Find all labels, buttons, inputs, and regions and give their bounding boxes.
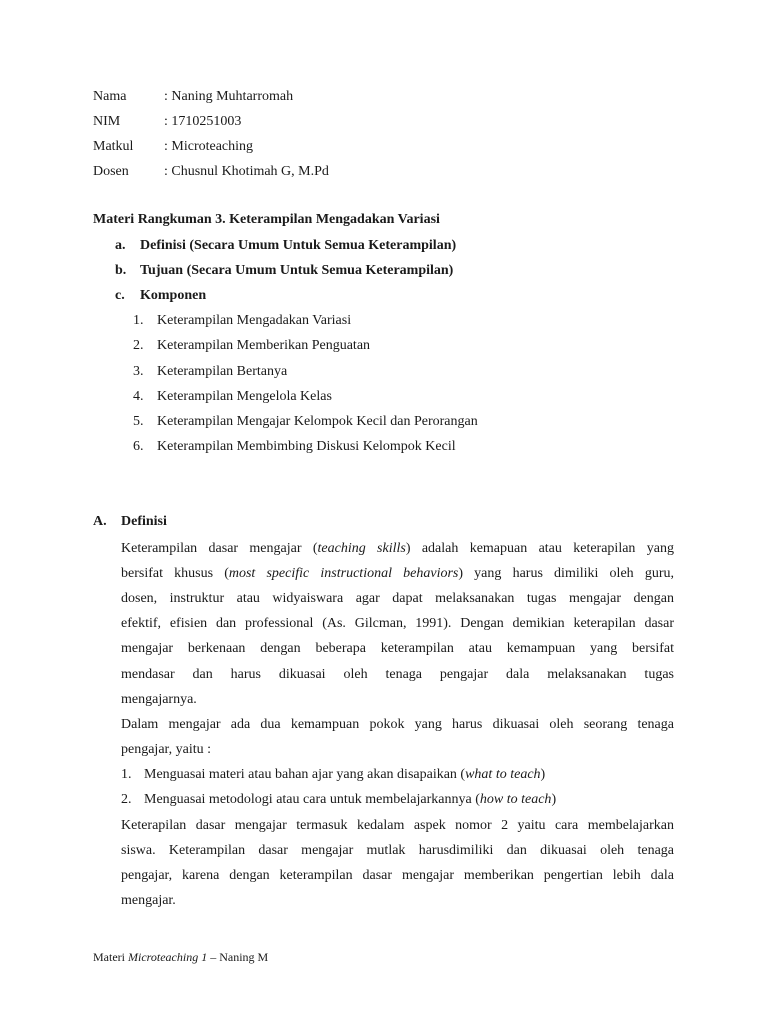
list-marker: c.: [115, 288, 125, 303]
sub-item-definisi: [115, 238, 456, 254]
sub-item-text: Definisi (Secara Umum Untuk Semua Keterampilan): [140, 238, 457, 253]
komponen-item: [133, 439, 456, 455]
list-marker: 3.: [133, 364, 144, 379]
text-run: ) yang harus dimiliki oleh guru,: [458, 566, 674, 581]
komponen-text: Keterampilan Mengajar Kelompok Kecil dan Perorangan: [157, 414, 478, 429]
text-run: Keterampilan dasar mengajar (: [121, 541, 318, 556]
footer-italic: Microteaching 1: [128, 950, 208, 964]
paragraph-line: pengajar, yaitu :: [121, 742, 212, 757]
info-value: : Microteaching: [164, 139, 253, 154]
komponen-item: [133, 338, 370, 354]
page-footer: [93, 950, 268, 965]
info-row-matkul: [93, 138, 253, 156]
info-row-nim: [93, 113, 241, 131]
list-marker: 6.: [133, 439, 144, 454]
paragraph-line: Keterapilan dasar mengajar termasuk kedalam aspek nomor 2 yaitu cara membelajarkan: [121, 818, 674, 833]
info-row-nama: [93, 88, 293, 106]
paragraph-line: mengajar berkenaan dengan beberapa keterampilan atau kemampuan yang bersifat: [121, 641, 674, 656]
komponen-item: [133, 313, 351, 329]
list-marker: 1.: [133, 313, 144, 328]
sub-item-tujuan: [115, 263, 453, 279]
footer-suffix: – Naning M: [207, 950, 269, 964]
italic-term: teaching skills: [317, 541, 406, 556]
footer-prefix: Materi: [93, 950, 128, 964]
list-marker: 2.: [133, 338, 144, 353]
komponen-text: Keterampilan Bertanya: [157, 364, 288, 379]
text-run: bersifat khusus (: [121, 566, 229, 581]
komponen-text: Keterampilan Mengadakan Variasi: [157, 313, 352, 328]
info-value: : 1710251003: [164, 114, 241, 129]
text-run: Menguasai metodologi atau cara untuk membelajarkannya (: [144, 792, 480, 807]
komponen-item: [133, 414, 478, 430]
paragraph-line: efektif, efisien dan professional (As. Gilcman, 1991). Dengan demikian keterapilan dasar: [121, 616, 674, 631]
italic-term: how to teach: [479, 792, 552, 807]
text-run: Menguasai materi atau bahan ajar yang akan disapaikan (: [144, 767, 466, 782]
paragraph-line: dosen, instruktur atau widyaiswara agar dapat melaksanakan tugas mengajar dengan: [121, 591, 674, 606]
info-key: Nama: [93, 89, 127, 104]
info-key: NIM: [93, 114, 121, 129]
paragraph-line: mendasar dan harus dikuasai oleh tenaga pengajar dala melaksanakan tugas: [121, 667, 674, 682]
komponen-item: [133, 389, 332, 405]
komponen-text: Keterampilan Memberikan Penguatan: [157, 338, 371, 353]
sub-item-text: Tujuan (Secara Umum Untuk Semua Keterampilan): [140, 263, 454, 278]
list-marker: 5.: [133, 414, 144, 429]
paragraph-line: mengajarnya.: [121, 692, 197, 707]
italic-term: what to teach: [465, 767, 541, 782]
text-run: ): [540, 767, 546, 782]
italic-term: most specific instructional behaviors: [228, 566, 459, 581]
text-run: ) adalah kemapuan atau keterapilan yang: [405, 541, 674, 556]
section-marker: A.: [93, 514, 107, 529]
list-marker: a.: [115, 238, 126, 253]
paragraph-line: [121, 540, 674, 558]
info-value: : Chusnul Khotimah G, M.Pd: [164, 164, 329, 179]
section-a-title: [93, 514, 167, 530]
komponen-text: Keterampilan Membimbing Diskusi Kelompok Kecil: [157, 439, 456, 454]
ability-list-item: [121, 792, 556, 808]
info-key: Matkul: [93, 139, 134, 154]
komponen-item: [133, 364, 287, 380]
info-key: Dosen: [93, 164, 129, 179]
list-marker: 1.: [121, 767, 132, 782]
paragraph-line: siswa. Keterampilan dasar mengajar mutlak harusdimiliki dan dikuasai oleh tenaga: [121, 843, 674, 858]
sub-item-text: Komponen: [140, 288, 207, 303]
paragraph-line: mengajar.: [121, 893, 176, 908]
sub-item-komponen: [115, 288, 206, 304]
list-marker: 2.: [121, 792, 132, 807]
section-title-text: Definisi: [121, 514, 167, 529]
list-marker: 4.: [133, 389, 144, 404]
ability-list-item: [121, 767, 545, 783]
paragraph-line: [121, 565, 674, 583]
info-row-dosen: [93, 163, 329, 181]
info-value: : Naning Muhtarromah: [164, 89, 293, 104]
text-run: ): [551, 792, 557, 807]
paragraph-line: Dalam mengajar ada dua kemampuan pokok yang harus dikuasai oleh seorang tenaga: [121, 717, 674, 732]
list-marker: b.: [115, 263, 127, 278]
paragraph-line: pengajar, karena dengan keterampilan dasar mengajar memberikan pengertian lebih dala: [121, 868, 674, 883]
summary-heading: Materi Rangkuman 3. Keterampilan Mengadakan Variasi: [93, 212, 440, 227]
komponen-text: Keterampilan Mengelola Kelas: [157, 389, 332, 404]
